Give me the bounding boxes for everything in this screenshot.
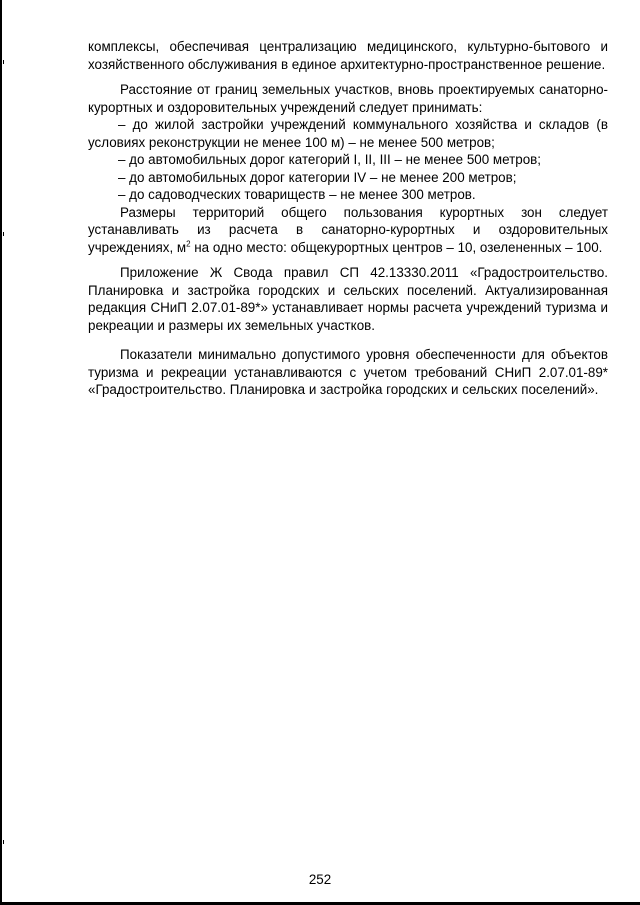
intro-paragraph: комплексы, обеспечивая централизацию медицинского, культурно-бытового и хозяйственного обслуживания в единое архитектурно-пространственное решение. <box>88 39 608 72</box>
distance-item-roads-1-3: – до автомобильных дорог категорий I, II, III – не менее 500 метров; <box>118 152 541 167</box>
sizes-paragraph-end: на одно место: общекурортных центров – 10, озелененных – 100. <box>190 239 603 255</box>
scan-mark <box>3 840 4 844</box>
scan-edge-left <box>0 0 2 905</box>
square-meter-superscript: 2 <box>186 239 191 249</box>
distance-item-residential: – до жилой застройки учреждений коммунального хозяйства и складов (в условиях реконструкции не менее 100 м) – не менее 500 метров; <box>88 117 608 150</box>
distance-paragraph: Расстояние от границ земельных участков, вновь проектируемых санаторно-курортных и оздоровительных учреждений следует принимать: <box>88 82 608 115</box>
distance-item-gardening: – до садоводческих товариществ – не менее 300 метров. <box>118 187 476 202</box>
scan-mark <box>3 60 4 64</box>
sizes-paragraph-start: Размеры территорий общего пользования курортных зон следует устанавливать из расчета в санаторно-курортных и оздоровительных учреждениях, м <box>88 204 608 255</box>
scan-mark <box>3 232 4 236</box>
page-number: 252 <box>308 872 332 887</box>
sizes-paragraph <box>88 204 608 257</box>
distance-item-roads-4: – до автомобильных дорог категории IV – не менее 200 метров; <box>118 169 517 185</box>
appendix-paragraph: Приложение Ж Свода правил СП 42.13330.2011 «Градостроительство. Планировка и застройка городских и сельских поселений. Актуализированная редакция СНиП 2.07.01-89*» устанавливает нормы расчета учреждений туризма и рекреации и размеры их земельных участков. <box>88 265 608 333</box>
indicators-paragraph: Показатели минимально допустимого уровня обеспеченности для объектов туризма и рекреации устанавливаются с учетом требований СНиП 2.07.01-89* «Градостроительство. Планировка и застройка городских и сельских поселений». <box>88 347 608 397</box>
document-body <box>88 38 608 399</box>
